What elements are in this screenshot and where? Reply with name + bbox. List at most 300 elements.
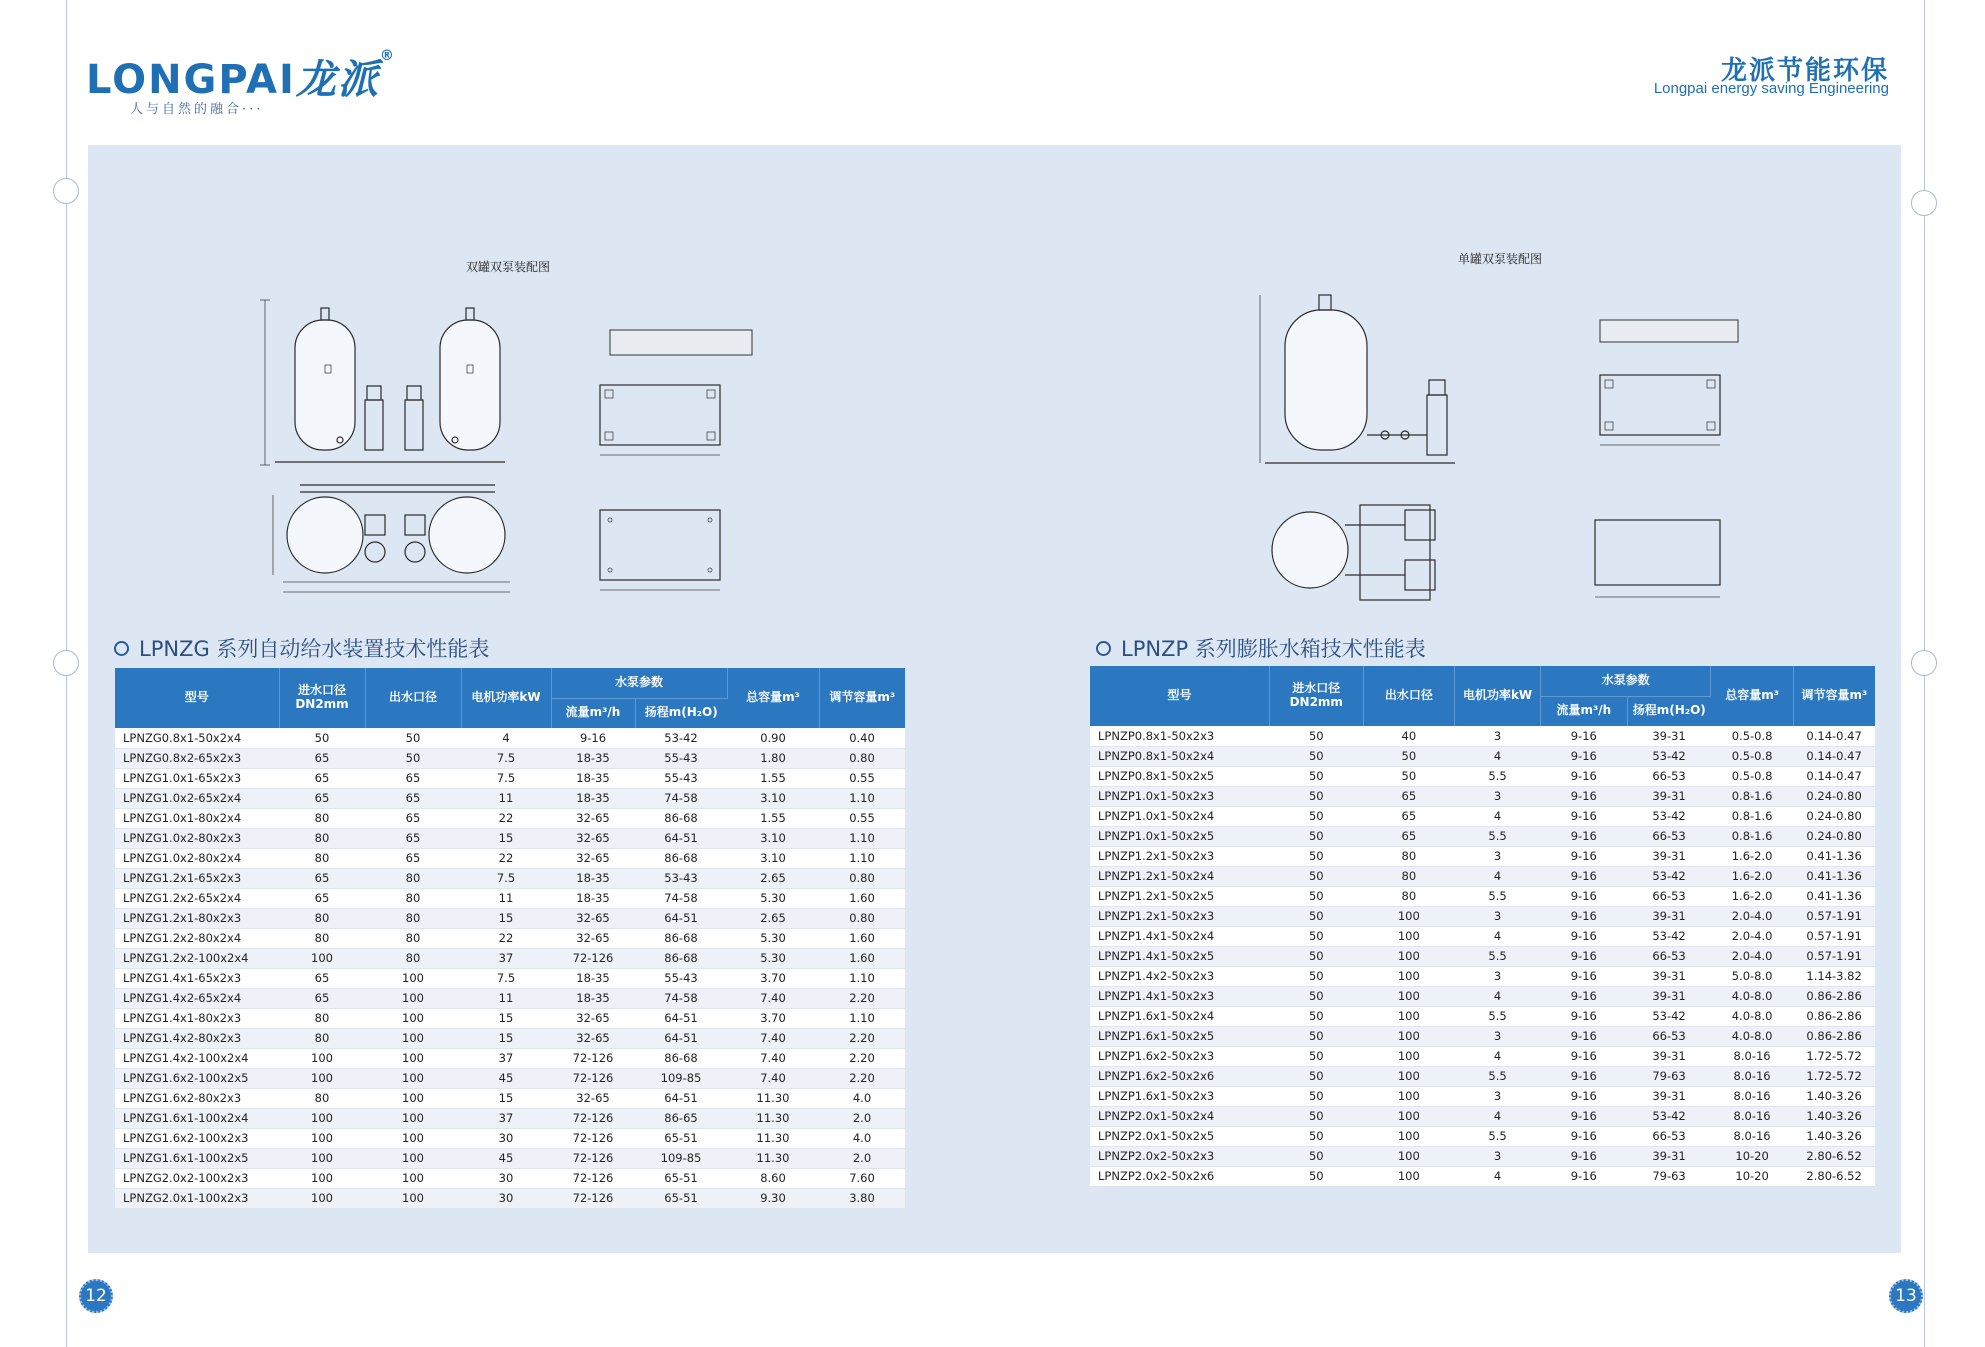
table-row [1090, 1106, 1875, 1126]
table-cell: 100 [1363, 966, 1455, 986]
double-tank-assembly-drawing [255, 290, 775, 605]
table-cell: 50 [1269, 1006, 1363, 1026]
table-cell: 1.14-3.82 [1793, 966, 1875, 986]
table-row [115, 1028, 905, 1048]
table-cell: 50 [1269, 926, 1363, 946]
table-cell: 86-68 [635, 848, 727, 868]
table-row [1090, 1006, 1875, 1026]
table-cell: 50 [1269, 746, 1363, 766]
table-cell: 0.57-1.91 [1793, 906, 1875, 926]
table-cell: 100 [1363, 1146, 1455, 1166]
table-cell: 9-16 [1541, 866, 1628, 886]
table-cell: 100 [365, 1008, 461, 1028]
table-cell: 3 [1455, 1086, 1541, 1106]
table-cell: 1.80 [727, 748, 819, 768]
table-cell: 50 [1269, 846, 1363, 866]
table-cell: 8.0-16 [1711, 1086, 1793, 1106]
table-cell: 100 [1363, 1046, 1455, 1066]
table-cell: 0.57-1.91 [1793, 946, 1875, 966]
table-cell: 32-65 [551, 1008, 635, 1028]
plan-view [273, 485, 510, 592]
table-cell: 100 [365, 1188, 461, 1208]
table-row [115, 808, 905, 828]
table-cell: 72-126 [551, 1048, 635, 1068]
table-cell: 50 [1269, 986, 1363, 1006]
table-cell: 9-16 [1541, 1126, 1628, 1146]
table-cell: 2.0-4.0 [1711, 946, 1793, 966]
table-cell: 37 [461, 948, 551, 968]
table-cell: 64-51 [635, 1028, 727, 1048]
table-cell: 53-43 [635, 868, 727, 888]
table-cell: 2.20 [819, 1048, 905, 1068]
table-cell: 3 [1455, 846, 1541, 866]
table-cell: 65 [365, 848, 461, 868]
table-row [1090, 906, 1875, 926]
table-cell: 72-126 [551, 1188, 635, 1208]
table-cell: 5.30 [727, 928, 819, 948]
table-cell: 9-16 [1541, 846, 1628, 866]
table-cell: 2.20 [819, 988, 905, 1008]
table-row [115, 1148, 905, 1168]
table-cell: 55-43 [635, 968, 727, 988]
table-cell: 9-16 [1541, 1086, 1628, 1106]
table-cell: 3 [1455, 966, 1541, 986]
table-cell: 80 [365, 928, 461, 948]
table-cell: 65 [365, 828, 461, 848]
table-cell: 80 [1363, 846, 1455, 866]
table-cell: 50 [1269, 966, 1363, 986]
table-cell: 100 [1363, 1026, 1455, 1046]
table-cell: 0.24-0.80 [1793, 786, 1875, 806]
table-row [115, 948, 905, 968]
table-cell: 66-53 [1627, 946, 1711, 966]
table-cell: LPNZG2.0x2-100x2x3 [115, 1168, 279, 1188]
table-cell: 9-16 [1541, 806, 1628, 826]
table-cell: LPNZG1.4x2-80x2x3 [115, 1028, 279, 1048]
table-row [1090, 1086, 1875, 1106]
table-cell: 50 [1363, 766, 1455, 786]
single-tank-assembly-drawing [1255, 285, 1745, 610]
table-cell: 8.0-16 [1711, 1106, 1793, 1126]
table-cell: 9-16 [1541, 726, 1628, 746]
table-row [115, 1128, 905, 1148]
table-cell: 37 [461, 1108, 551, 1128]
table-cell: 5.30 [727, 888, 819, 908]
table-cell: LPNZP0.8x1-50x2x5 [1090, 766, 1269, 786]
table-cell: LPNZG1.6x2-100x2x3 [115, 1128, 279, 1148]
left-section-title-text: LPNZG 系列自动给水装置技术性能表 [139, 637, 490, 661]
table-cell: 79-63 [1627, 1166, 1711, 1186]
table-row [1090, 1166, 1875, 1186]
table-cell: LPNZG1.6x1-100x2x5 [115, 1148, 279, 1168]
table-cell: 39-31 [1627, 986, 1711, 1006]
table-cell: 30 [461, 1188, 551, 1208]
table-cell: 1.72-5.72 [1793, 1046, 1875, 1066]
table-cell: 1.6-2.0 [1711, 846, 1793, 866]
table-cell: 100 [1363, 906, 1455, 926]
table-cell: 0.86-2.86 [1793, 1006, 1875, 1026]
table-row [115, 1088, 905, 1108]
lpnzg-table-body [115, 728, 905, 1208]
table-cell: 80 [279, 808, 365, 828]
table-cell: LPNZG1.0x2-80x2x4 [115, 848, 279, 868]
table-cell: 2.65 [727, 868, 819, 888]
table-cell: 4.0-8.0 [1711, 1006, 1793, 1026]
table-cell: 0.80 [819, 868, 905, 888]
table-cell: 0.41-1.36 [1793, 886, 1875, 906]
col-adjust: 调节容量m³ [1793, 666, 1875, 726]
table-cell: 50 [1269, 886, 1363, 906]
table-cell: 0.14-0.47 [1793, 746, 1875, 766]
table-cell: 7.40 [727, 1048, 819, 1068]
table-row [1090, 1146, 1875, 1166]
table-cell: 80 [279, 908, 365, 928]
table-cell: 2.0 [819, 1148, 905, 1168]
table-cell: 8.60 [727, 1168, 819, 1188]
table-cell: 39-31 [1627, 1146, 1711, 1166]
table-cell: 18-35 [551, 888, 635, 908]
table-cell: 80 [1363, 886, 1455, 906]
table-cell: 18-35 [551, 968, 635, 988]
table-cell: 65 [279, 748, 365, 768]
table-cell: 53-42 [1627, 746, 1711, 766]
table-cell: 15 [461, 908, 551, 928]
table-row [1090, 746, 1875, 766]
table-cell: 7.5 [461, 868, 551, 888]
table-cell: 80 [279, 848, 365, 868]
table-cell: LPNZP1.6x1-50x2x5 [1090, 1026, 1269, 1046]
table-cell: 80 [365, 908, 461, 928]
table-cell: 1.6-2.0 [1711, 866, 1793, 886]
table-cell: 11 [461, 888, 551, 908]
elevation-view [1260, 295, 1455, 463]
table-cell: 64-51 [635, 1008, 727, 1028]
table-cell: 4.0 [819, 1128, 905, 1148]
table-cell: 32-65 [551, 848, 635, 868]
table-row [115, 788, 905, 808]
table-cell: 3.10 [727, 788, 819, 808]
table-cell: 2.80-6.52 [1793, 1146, 1875, 1166]
lpnzp-spec-table [1090, 666, 1875, 1187]
table-cell: 2.20 [819, 1028, 905, 1048]
table-cell: 65-51 [635, 1188, 727, 1208]
table-cell: 5.0-8.0 [1711, 966, 1793, 986]
table-cell: 86-68 [635, 808, 727, 828]
table-cell: 53-42 [1627, 1106, 1711, 1126]
table-cell: 50 [1269, 786, 1363, 806]
col-power: 电机功率kW [461, 668, 551, 728]
col-model: 型号 [1090, 666, 1269, 726]
table-cell: 100 [365, 1168, 461, 1188]
table-cell: LPNZP0.8x1-50x2x3 [1090, 726, 1269, 746]
left-figure-title: 双罐双泵装配图 [466, 260, 551, 274]
table-cell: 53-42 [635, 728, 727, 748]
table-cell: 1.55 [727, 808, 819, 828]
table-cell: 100 [365, 1148, 461, 1168]
table-cell: LPNZG1.4x2-65x2x4 [115, 988, 279, 1008]
table-cell: 5.5 [1455, 1126, 1541, 1146]
table-cell: 100 [279, 1068, 365, 1088]
table-cell: 39-31 [1627, 846, 1711, 866]
right-section-title [1096, 633, 1426, 663]
table-cell: 100 [365, 968, 461, 988]
table-cell: 109-85 [635, 1148, 727, 1168]
table-cell: 86-68 [635, 948, 727, 968]
table-cell: 50 [1269, 766, 1363, 786]
table-cell: LPNZP1.6x1-50x2x3 [1090, 1086, 1269, 1106]
table-cell: 50 [1269, 946, 1363, 966]
table-cell: 66-53 [1627, 886, 1711, 906]
right-figure-title: 单罐双泵装配图 [1458, 252, 1543, 266]
table-cell: 45 [461, 1068, 551, 1088]
table-cell: LPNZP1.4x1-50x2x3 [1090, 986, 1269, 1006]
table-cell: 100 [279, 1128, 365, 1148]
table-cell: 80 [365, 868, 461, 888]
table-cell: 0.14-0.47 [1793, 726, 1875, 746]
table-cell: 39-31 [1627, 1046, 1711, 1066]
table-cell: 86-68 [635, 928, 727, 948]
table-cell: LPNZG2.0x1-100x2x3 [115, 1188, 279, 1208]
table-row [115, 748, 905, 768]
table-cell: 7.40 [727, 988, 819, 1008]
brand-name-en: Longpai energy saving Engineering [1653, 80, 1889, 97]
table-cell: 9-16 [1541, 1106, 1628, 1126]
table-cell: 32-65 [551, 928, 635, 948]
table-cell: 18-35 [551, 868, 635, 888]
table-cell: LPNZP1.0x1-50x2x4 [1090, 806, 1269, 826]
table-cell: 0.80 [819, 908, 905, 928]
table-cell: 9-16 [1541, 826, 1628, 846]
table-cell: LPNZP1.2x1-50x2x3 [1090, 846, 1269, 866]
table-cell: 5.5 [1455, 1006, 1541, 1026]
table-cell: 50 [1269, 1146, 1363, 1166]
table-cell: LPNZP1.0x1-50x2x3 [1090, 786, 1269, 806]
table-cell: 0.14-0.47 [1793, 766, 1875, 786]
table-cell: LPNZP2.0x2-50x2x3 [1090, 1146, 1269, 1166]
table-cell: 109-85 [635, 1068, 727, 1088]
table-cell: 64-51 [635, 908, 727, 928]
table-cell: 1.10 [819, 848, 905, 868]
table-cell: 65 [1363, 826, 1455, 846]
table-cell: 50 [1269, 1026, 1363, 1046]
table-cell: 0.41-1.36 [1793, 846, 1875, 866]
table-cell: 3 [1455, 726, 1541, 746]
table-cell: 50 [1269, 1166, 1363, 1186]
table-cell: 15 [461, 1028, 551, 1048]
slogan: 人与自然的融合··· [130, 102, 264, 117]
table-cell: 18-35 [551, 768, 635, 788]
table-cell: LPNZP2.0x2-50x2x6 [1090, 1166, 1269, 1186]
table-cell: 4 [1455, 1106, 1541, 1126]
table-cell: 7.60 [819, 1168, 905, 1188]
table-row [1090, 886, 1875, 906]
table-cell: 1.40-3.26 [1793, 1086, 1875, 1106]
col-head: 扬程m(H₂O) [635, 698, 727, 728]
table-cell: 22 [461, 848, 551, 868]
table-row [115, 728, 905, 748]
table-cell: 1.55 [727, 768, 819, 788]
table-cell: LPNZP1.0x1-50x2x5 [1090, 826, 1269, 846]
table-cell: 79-63 [1627, 1066, 1711, 1086]
table-cell: 8.0-16 [1711, 1126, 1793, 1146]
table-cell: 2.20 [819, 1068, 905, 1088]
table-cell: LPNZG1.2x2-100x2x4 [115, 948, 279, 968]
col-flow: 流量m³/h [1541, 696, 1628, 726]
table-cell: 9-16 [1541, 1006, 1628, 1026]
table-cell: 53-42 [1627, 866, 1711, 886]
table-cell: 100 [365, 1088, 461, 1108]
col-pump-params: 水泵参数 [1541, 666, 1711, 696]
table-cell: 4.0 [819, 1088, 905, 1108]
table-cell: 4 [1455, 1166, 1541, 1186]
table-cell: 11 [461, 988, 551, 1008]
table-row [1090, 1126, 1875, 1146]
table-cell: LPNZG1.2x1-65x2x3 [115, 868, 279, 888]
circle-bullet-icon [114, 641, 129, 656]
table-cell: LPNZP1.4x2-50x2x3 [1090, 966, 1269, 986]
table-cell: LPNZP1.6x1-50x2x4 [1090, 1006, 1269, 1026]
table-cell: 50 [1269, 1106, 1363, 1126]
right-section-title-text: LPNZP 系列膨胀水箱技术性能表 [1121, 637, 1426, 661]
table-cell: LPNZP1.6x2-50x2x3 [1090, 1046, 1269, 1066]
table-cell: 0.5-0.8 [1711, 726, 1793, 746]
lpnzg-spec-table [115, 668, 905, 1209]
table-cell: 39-31 [1627, 966, 1711, 986]
col-flow: 流量m³/h [551, 698, 635, 728]
logo-en: LONGPAI [86, 57, 296, 103]
table-cell: 100 [279, 1108, 365, 1128]
table-cell: 50 [279, 728, 365, 748]
binder-hole [53, 178, 79, 204]
table-cell: 2.0-4.0 [1711, 926, 1793, 946]
table-cell: 1.10 [819, 788, 905, 808]
table-row [115, 1048, 905, 1068]
table-cell: 3.70 [727, 1008, 819, 1028]
table-cell: 50 [1269, 806, 1363, 826]
table-cell: 100 [365, 1048, 461, 1068]
table-cell: 8.0-16 [1711, 1046, 1793, 1066]
table-row [115, 768, 905, 788]
table-cell: 50 [365, 748, 461, 768]
table-cell: 4 [1455, 986, 1541, 1006]
page-number-left: 12 [79, 1279, 113, 1313]
table-cell: 3.10 [727, 828, 819, 848]
table-cell: 4 [1455, 866, 1541, 886]
table-cell: 40 [1363, 726, 1455, 746]
binder-hole [53, 650, 79, 676]
table-cell: 53-42 [1627, 926, 1711, 946]
table-cell: 4 [1455, 746, 1541, 766]
table-row [1090, 726, 1875, 746]
table-cell: 100 [1363, 926, 1455, 946]
table-cell: LPNZP1.2x1-50x2x3 [1090, 906, 1269, 926]
table-cell: 3 [1455, 786, 1541, 806]
table-row [1090, 786, 1875, 806]
table-cell: 100 [279, 1188, 365, 1208]
table-cell: LPNZP1.2x1-50x2x5 [1090, 886, 1269, 906]
table-cell: 0.86-2.86 [1793, 1026, 1875, 1046]
table-cell: 72-126 [551, 948, 635, 968]
table-cell: 72-126 [551, 1128, 635, 1148]
logo-reg: ® [379, 48, 396, 64]
table-cell: 9-16 [1541, 766, 1628, 786]
table-cell: 50 [1363, 746, 1455, 766]
table-cell: 15 [461, 1008, 551, 1028]
table-row [115, 908, 905, 928]
table-cell: 1.40-3.26 [1793, 1106, 1875, 1126]
table-cell: 7.5 [461, 748, 551, 768]
table-row [115, 1108, 905, 1128]
table-cell: 0.8-1.6 [1711, 806, 1793, 826]
table-cell: 80 [279, 828, 365, 848]
table-cell: 9-16 [1541, 746, 1628, 766]
elevation-view [260, 300, 505, 465]
table-cell: 0.24-0.80 [1793, 826, 1875, 846]
table-row [115, 1068, 905, 1088]
table-row [1090, 846, 1875, 866]
table-cell: 5.5 [1455, 766, 1541, 786]
table-cell: LPNZP1.2x1-50x2x4 [1090, 866, 1269, 886]
table-cell: 5.5 [1455, 946, 1541, 966]
table-cell: 100 [1363, 1086, 1455, 1106]
table-cell: 1.10 [819, 968, 905, 988]
table-cell: LPNZG1.4x1-65x2x3 [115, 968, 279, 988]
table-cell: 15 [461, 1088, 551, 1108]
left-section-title [114, 633, 489, 663]
table-cell: 100 [279, 1048, 365, 1068]
table-cell: 100 [365, 1028, 461, 1048]
table-cell: 4 [1455, 1046, 1541, 1066]
page-number-right: 13 [1889, 1279, 1923, 1313]
table-cell: 37 [461, 1048, 551, 1068]
table-cell: 64-51 [635, 828, 727, 848]
table-cell: 74-58 [635, 788, 727, 808]
table-cell: 4 [1455, 926, 1541, 946]
table-cell: LPNZG1.6x1-100x2x4 [115, 1108, 279, 1128]
table-cell: 32-65 [551, 1088, 635, 1108]
table-cell: 9-16 [1541, 1166, 1628, 1186]
table-cell: 86-68 [635, 1048, 727, 1068]
table-cell: 11 [461, 788, 551, 808]
table-cell: 9-16 [1541, 1146, 1628, 1166]
col-volume: 总容量m³ [1711, 666, 1793, 726]
table-cell: 65 [365, 768, 461, 788]
table-cell: 4.0-8.0 [1711, 1026, 1793, 1046]
table-cell: 39-31 [1627, 726, 1711, 746]
table-cell: 0.41-1.36 [1793, 866, 1875, 886]
table-cell: 15 [461, 828, 551, 848]
table-cell: 65 [279, 868, 365, 888]
table-cell: 4 [461, 728, 551, 748]
table-cell: 100 [1363, 1006, 1455, 1026]
table-cell: 7.40 [727, 1068, 819, 1088]
table-cell: 65-51 [635, 1128, 727, 1148]
table-cell: LPNZG1.0x1-80x2x4 [115, 808, 279, 828]
table-row [115, 928, 905, 948]
table-cell: 9-16 [1541, 1026, 1628, 1046]
table-cell: 80 [1363, 866, 1455, 886]
table-cell: 50 [1269, 866, 1363, 886]
table-cell: 3.10 [727, 848, 819, 868]
table-cell: 100 [365, 1068, 461, 1088]
table-cell: 55-43 [635, 768, 727, 788]
table-cell: 32-65 [551, 808, 635, 828]
table-cell: 65 [365, 788, 461, 808]
table-cell: 55-43 [635, 748, 727, 768]
table-cell: 1.60 [819, 888, 905, 908]
table-cell: 1.40-3.26 [1793, 1126, 1875, 1146]
table-cell: LPNZG1.0x1-65x2x3 [115, 768, 279, 788]
